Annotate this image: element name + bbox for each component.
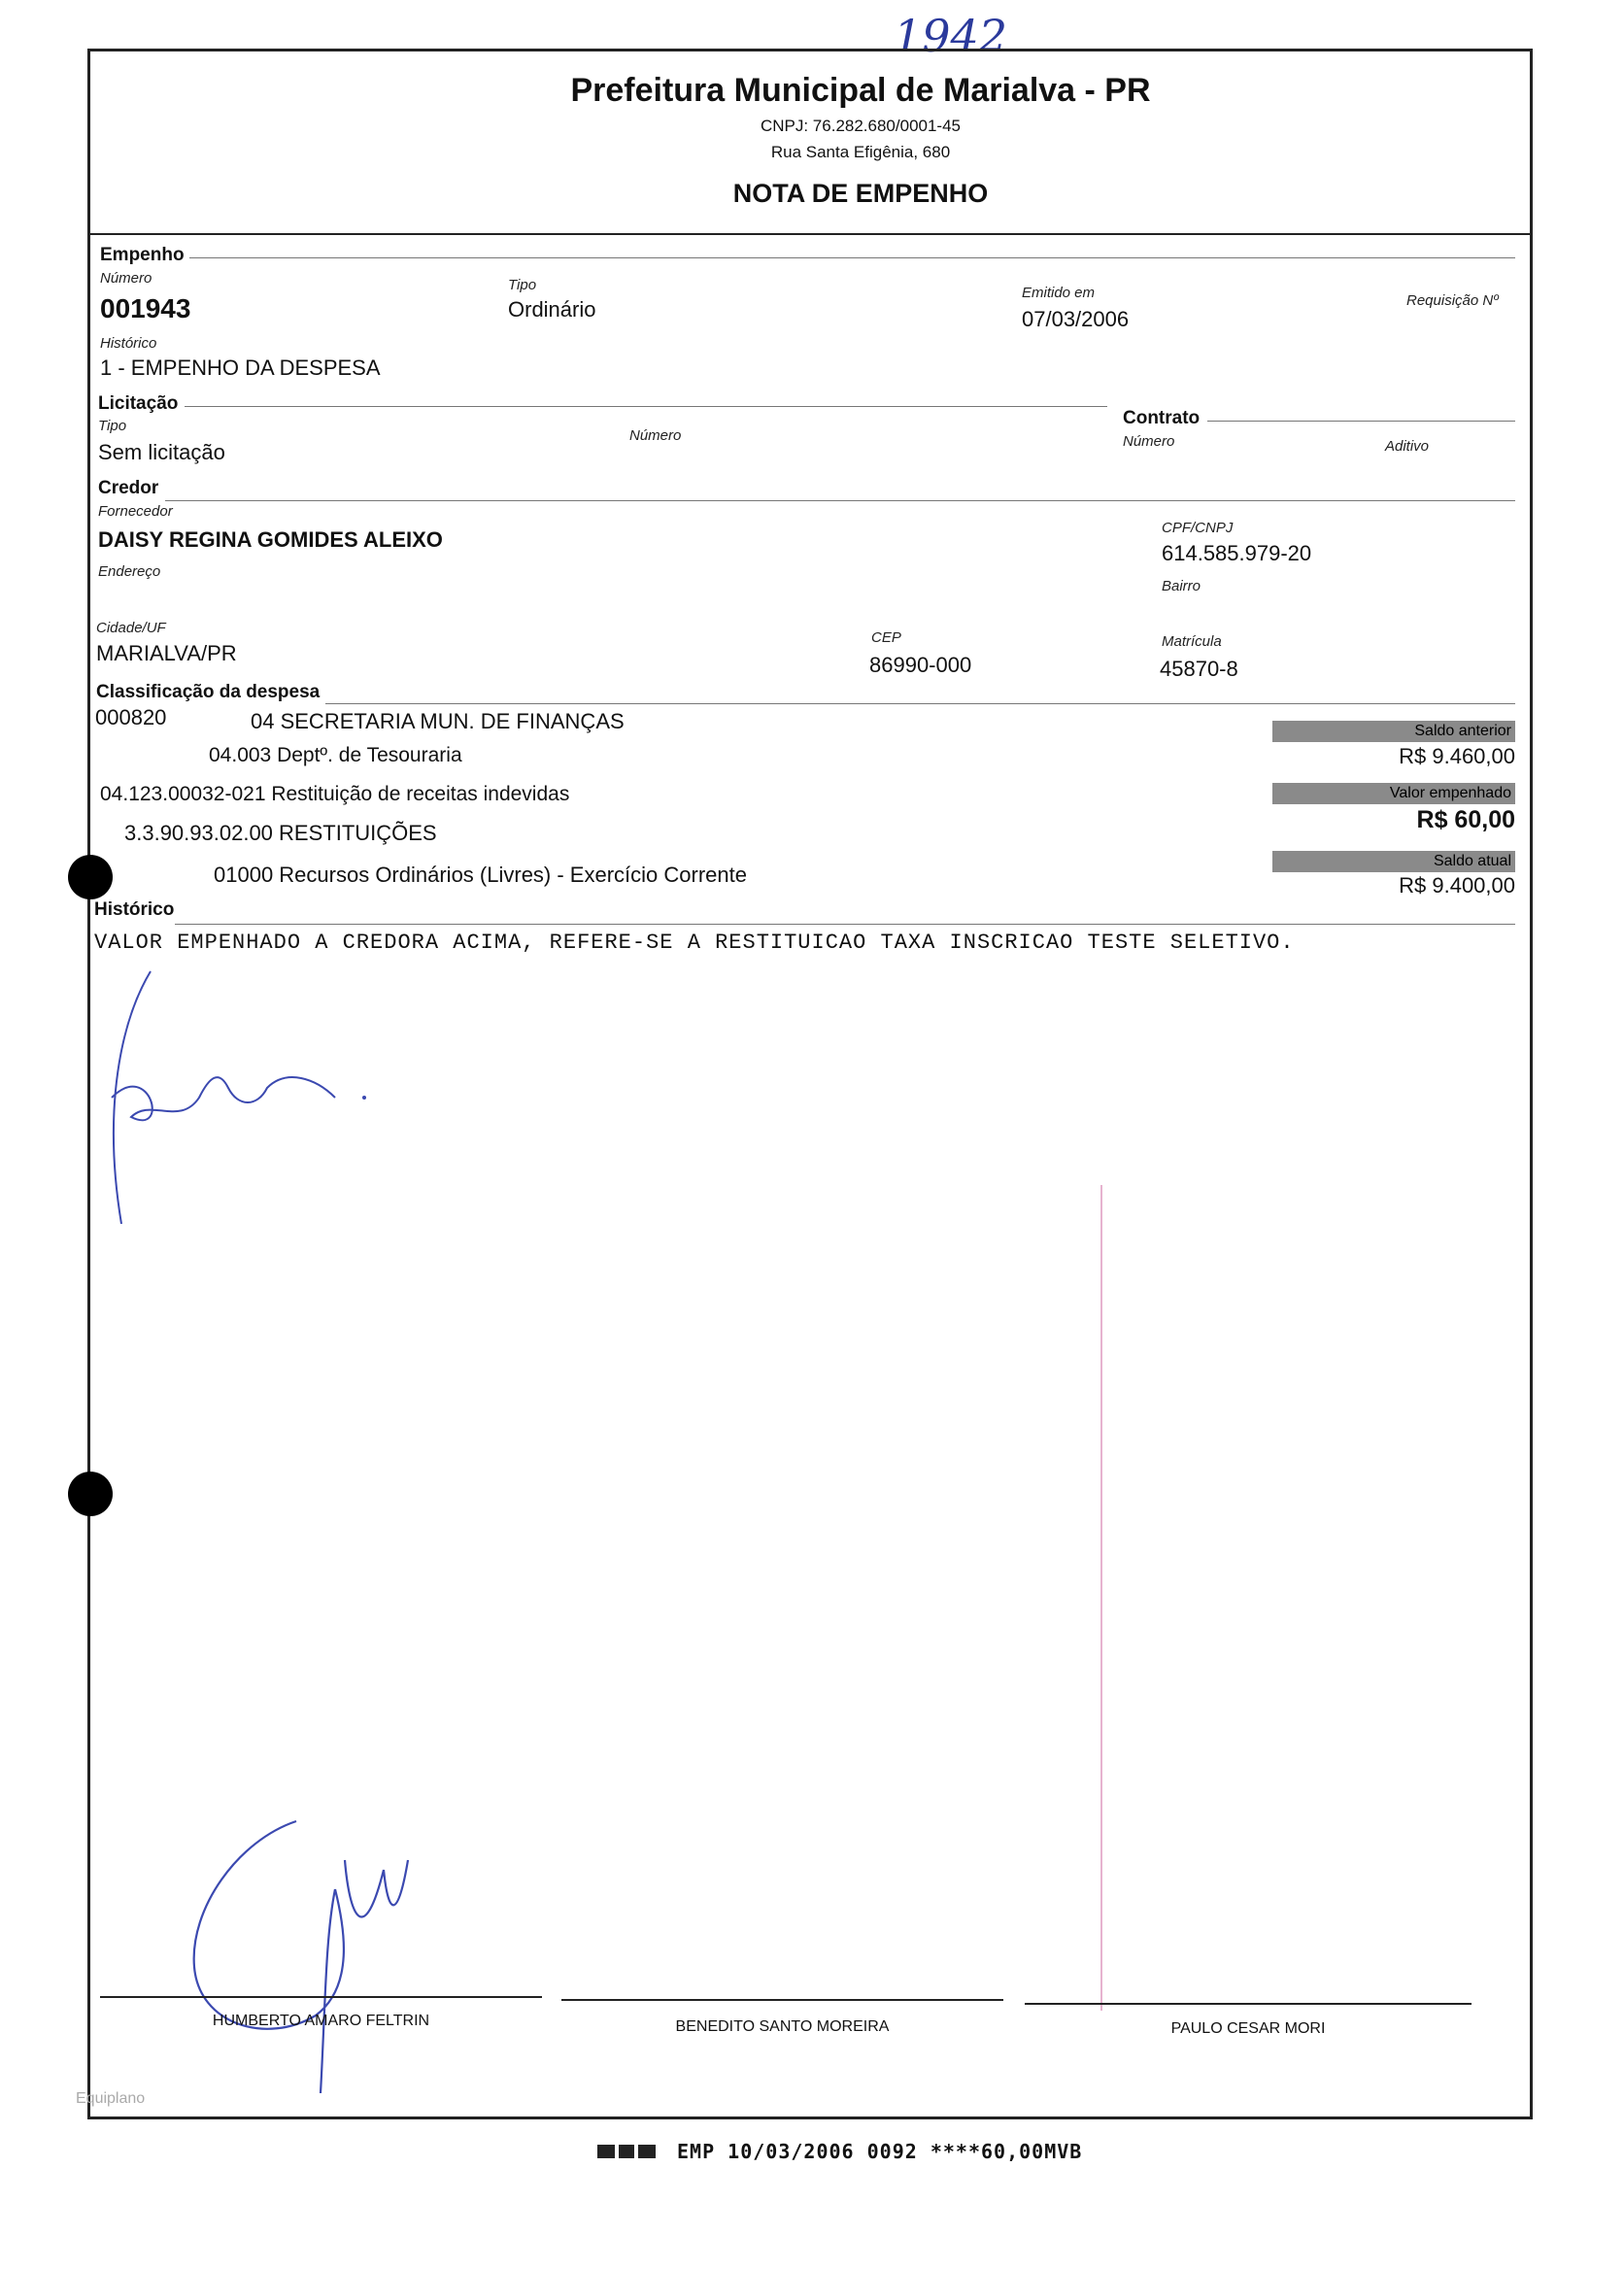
emitido-label: Emitido em	[1022, 285, 1096, 301]
licitacao-numero-label: Número	[629, 427, 682, 444]
section-licitacao-rule	[185, 406, 1107, 407]
classificacao-codigo: 000820	[95, 705, 167, 729]
cidade-label: Cidade/UF	[96, 620, 166, 636]
signature-line-2	[561, 1999, 1003, 2001]
section-classificacao: Classificação da despesa	[96, 682, 321, 702]
requisicao-label: Requisição Nº	[1406, 292, 1499, 309]
section-credor-rule	[165, 500, 1515, 501]
signature-name-2: BENEDITO SANTO MOREIRA	[675, 2018, 890, 2035]
section-historico-rule	[175, 924, 1515, 925]
classificacao-funcional: 04.123.00032-021 Restituição de receitas indevidas	[100, 783, 570, 805]
section-empenho-rule	[189, 257, 1515, 258]
valor-empenhado-value: R$ 60,00	[1416, 806, 1515, 833]
document-title: NOTA DE EMPENHO	[732, 179, 989, 208]
section-historico: Histórico	[94, 899, 175, 920]
cpf-label: CPF/CNPJ	[1162, 520, 1234, 536]
cep-value: 86990-000	[869, 653, 972, 677]
classificacao-secretaria: 04 SECRETARIA MUN. DE FINANÇAS	[251, 709, 625, 733]
signature-scribble	[180, 1802, 452, 2103]
licitacao-tipo: Sem licitação	[98, 440, 225, 464]
punch-hole-bottom	[68, 1472, 113, 1516]
section-classificacao-rule	[325, 703, 1515, 704]
cnpj-line: CNPJ: 76.282.680/0001-45	[760, 117, 962, 135]
empenho-tipo-label: Tipo	[508, 277, 537, 293]
contrato-aditivo-label: Aditivo	[1385, 438, 1430, 455]
classificacao-departamento: 04.003 Deptº. de Tesouraria	[209, 744, 462, 766]
saldo-anterior-value: R$ 9.460,00	[1399, 744, 1515, 768]
endereco-label: Endereço	[98, 563, 161, 580]
header-divider	[87, 233, 1533, 235]
classificacao-recurso: 01000 Recursos Ordinários (Livres) - Exercício Corrente	[214, 863, 747, 887]
section-contrato-rule	[1207, 421, 1515, 422]
cidade-value: MARIALVA/PR	[96, 641, 237, 665]
saldo-atual-value: R$ 9.400,00	[1399, 873, 1515, 897]
section-contrato: Contrato	[1123, 408, 1201, 428]
emitido-date: 07/03/2006	[1022, 307, 1130, 331]
footer-software: Equiplano	[76, 2090, 146, 2107]
address-line: Rua Santa Efigênia, 680	[770, 143, 951, 161]
fornecedor-name: DAISY REGINA GOMIDES ALEIXO	[98, 527, 443, 552]
margin-line	[1100, 1185, 1102, 2011]
section-credor: Credor	[98, 478, 159, 498]
licitacao-tipo-label: Tipo	[98, 418, 127, 434]
cpf-value: 614.585.979-20	[1162, 541, 1312, 565]
empenho-numero: 001943	[100, 293, 191, 323]
signature-line-3	[1025, 2003, 1472, 2005]
saldo-anterior-bar: Saldo anterior	[1272, 721, 1515, 742]
fornecedor-label: Fornecedor	[98, 503, 173, 520]
section-licitacao: Licitação	[98, 393, 179, 414]
bairro-label: Bairro	[1162, 578, 1201, 594]
classificacao-elemento: 3.3.90.93.02.00 RESTITUIÇÕES	[124, 821, 437, 845]
signature-name-1: HUMBERTO AMARO FELTRIN	[212, 2013, 430, 2029]
punch-hole-top	[68, 855, 113, 899]
handwritten-initials	[92, 962, 384, 1243]
empenho-numero-label: Número	[100, 270, 152, 287]
authentication-stamp	[597, 2137, 1082, 2166]
contrato-numero-label: Número	[1123, 433, 1175, 450]
empenho-historico: 1 - EMPENHO DA DESPESA	[100, 356, 381, 380]
signature-name-3: PAULO CESAR MORI	[1170, 2020, 1326, 2037]
section-empenho: Empenho	[100, 245, 185, 265]
authentication-text: EMP 10/03/2006 0092 ****60,00MVB	[677, 2140, 1083, 2163]
cep-label: CEP	[871, 629, 901, 646]
matricula-label: Matrícula	[1162, 633, 1222, 650]
historico-text: VALOR EMPENHADO A CREDORA ACIMA, REFERE-SE A RESTITUICAO TAXA INSCRICAO TESTE SELETIVO.	[94, 931, 1295, 955]
empenho-historico-label: Histórico	[100, 335, 157, 352]
signature-line-1	[100, 1996, 542, 1998]
valor-empenhado-bar: Valor empenhado	[1272, 783, 1515, 804]
page-title: Prefeitura Municipal de Marialva - PR	[570, 72, 1151, 109]
handwritten-number: 1942	[894, 10, 1008, 62]
empenho-tipo: Ordinário	[508, 297, 596, 322]
matricula-value: 45870-8	[1160, 657, 1238, 681]
stamp-logo	[597, 2142, 656, 2161]
saldo-atual-bar: Saldo atual	[1272, 851, 1515, 872]
